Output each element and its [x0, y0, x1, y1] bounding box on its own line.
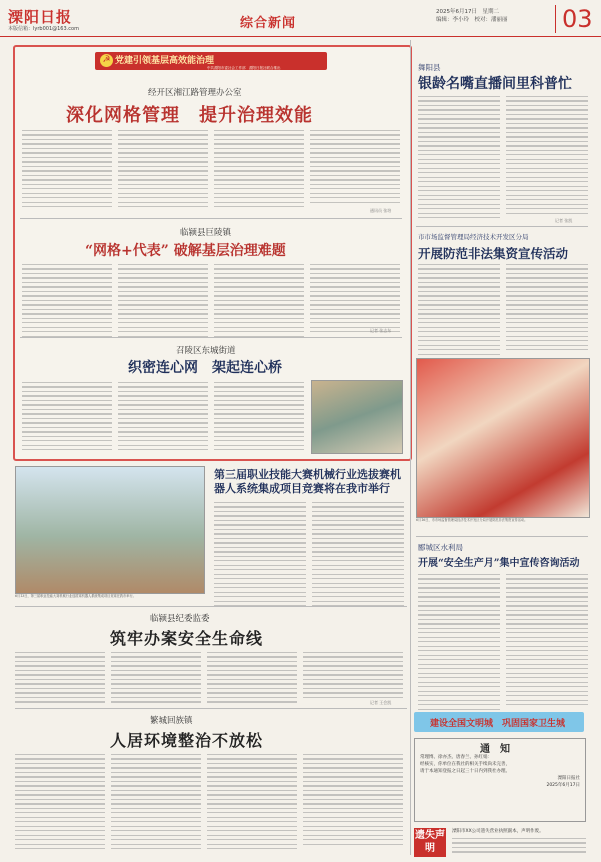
divider: [20, 337, 402, 338]
environment-headline: 人居环境整治不放松: [110, 731, 264, 750]
notice-body: [420, 754, 580, 789]
lost-notice-text: 溧阳市XX公司遗失营业执照副本，声明作废。: [452, 829, 544, 834]
divider: [15, 606, 407, 607]
right-item3-body-col2: [506, 574, 588, 709]
article1-body-col1: [22, 130, 112, 211]
article3-body-col3: [214, 382, 304, 454]
column-separator: [410, 40, 411, 855]
notice-line: 溧阳日报社: [557, 776, 580, 781]
civilization-banner: [414, 712, 584, 732]
section-title: 综合新闻: [240, 16, 297, 31]
lost-notice-label: 遗失声明: [414, 828, 446, 857]
article3-kicker: 召陵区东城街道: [176, 346, 236, 356]
page-header: [0, 0, 601, 37]
notice-title: 通 知: [480, 744, 510, 755]
editor-line: 编辑：李小玲 校对：潘丽丽: [436, 17, 508, 23]
article3-body-col1: [22, 382, 112, 454]
article2-kicker: 临颍县巨陵镇: [180, 228, 232, 238]
safety-kicker: 临颍县纪委监委: [150, 614, 210, 624]
divider: [20, 218, 402, 219]
competition-headline: 第三届职业技能大赛机械行业选拔赛机器人系统集成项目竞赛将在我市举行: [214, 468, 401, 495]
safety-body-col2: [111, 652, 201, 706]
mailbox-line: 本版信箱：lyrb001@163.com: [8, 26, 79, 32]
right-item2-kicker: 市市场监督管理局经济技术开发区分局: [418, 233, 529, 241]
article1-body-col2: [118, 130, 208, 211]
issue-date: 2025年6月17日 星期二: [436, 9, 499, 15]
safety-body-col4: [303, 652, 403, 701]
notice-line: 请于本通知登报之日起三十日内到我社办理。: [420, 769, 510, 774]
article1-headline: 深化网格管理 提升治理效能: [66, 105, 313, 126]
right-item2-caption: 6月16日，市市场监督管理局经济技术开发区分局开展防范非法集资宣传活动。: [416, 518, 528, 522]
competition-body-col2: [312, 502, 404, 610]
right-item3-headline: 开展“安全生产月”集中宣传咨询活动: [418, 558, 580, 569]
environment-body-col4: [303, 754, 403, 848]
safety-body-col1: [15, 652, 105, 706]
environment-body-col2: [111, 754, 201, 853]
article1-byline: 通讯员 张培: [370, 208, 392, 213]
right-item2-body-col2: [506, 264, 588, 354]
feature-banner-sub: 中共溧阳市委社会工作部 溧阳日报社联合推出: [207, 66, 281, 70]
article2-headline: “网格+代表” 破解基层治理难题: [85, 243, 286, 259]
article1-body-col4: [310, 130, 400, 206]
divider: [416, 536, 588, 537]
right-item2-photo: [416, 358, 590, 518]
divider: [416, 226, 588, 227]
environment-kicker: 繁城回族镇: [150, 716, 193, 726]
newspaper-logo: 溧阳日报: [8, 8, 73, 26]
competition-photo: [15, 466, 205, 594]
notice-line: 经核实，你单位在我社的相关手续尚未完善，: [420, 762, 510, 767]
notice-line: 常理博、徐亦杰、唐春兰、孙红娟：: [420, 755, 492, 760]
article3-photo: [311, 380, 403, 454]
environment-body-col1: [15, 754, 105, 853]
article1-kicker: 经开区湘江路管理办公室: [148, 88, 242, 98]
page-number: 03: [555, 5, 593, 33]
right-item3-body-col1: [418, 574, 500, 713]
right-item1-kicker: 舞阳县: [418, 63, 441, 72]
notice-line: 2025年6月17日: [546, 783, 580, 788]
right-item1-body-col2: [506, 96, 588, 217]
right-item1-byline: 记者 张凯: [555, 218, 573, 223]
safety-byline: 记者 王会凯: [370, 700, 392, 705]
safety-headline: 筑牢办案安全生命线: [110, 629, 264, 648]
article2-body-col4: [310, 264, 400, 336]
feature-banner-title: 党建引领基层高效能治理: [115, 56, 215, 66]
issue-info: [436, 8, 508, 24]
article1-body-col3: [214, 130, 304, 211]
article2-body-col1: [22, 264, 112, 340]
right-item1-headline: 银龄名嘴直播间里科普忙: [418, 76, 572, 92]
article3-body-col2: [118, 382, 208, 454]
environment-body-col3: [207, 754, 297, 853]
right-item1-body-col1: [418, 96, 500, 222]
right-item3-kicker: 郾城区水利局: [418, 543, 463, 552]
civilization-banner-text: 建设全国文明城 巩固国家卫生城: [430, 719, 566, 729]
article2-body-col2: [118, 264, 208, 340]
divider: [15, 708, 407, 709]
right-item2-body-col1: [418, 264, 500, 358]
article2-body-col3: [214, 264, 304, 340]
article2-byline: 记者 张志东: [370, 328, 392, 333]
article3-headline: 织密连心网 架起连心桥: [128, 360, 282, 376]
lost-notice-body: [452, 838, 586, 856]
safety-body-col3: [207, 652, 297, 706]
competition-body-col1: [214, 502, 306, 610]
party-emblem-icon: ☭: [100, 54, 113, 67]
competition-caption: 6月13日，第三届职业技能大赛机械行业选拔赛机器人系统集成项目竞赛在我市举行。: [15, 594, 136, 598]
right-item2-headline: 开展防范非法集资宣传活动: [418, 246, 569, 261]
